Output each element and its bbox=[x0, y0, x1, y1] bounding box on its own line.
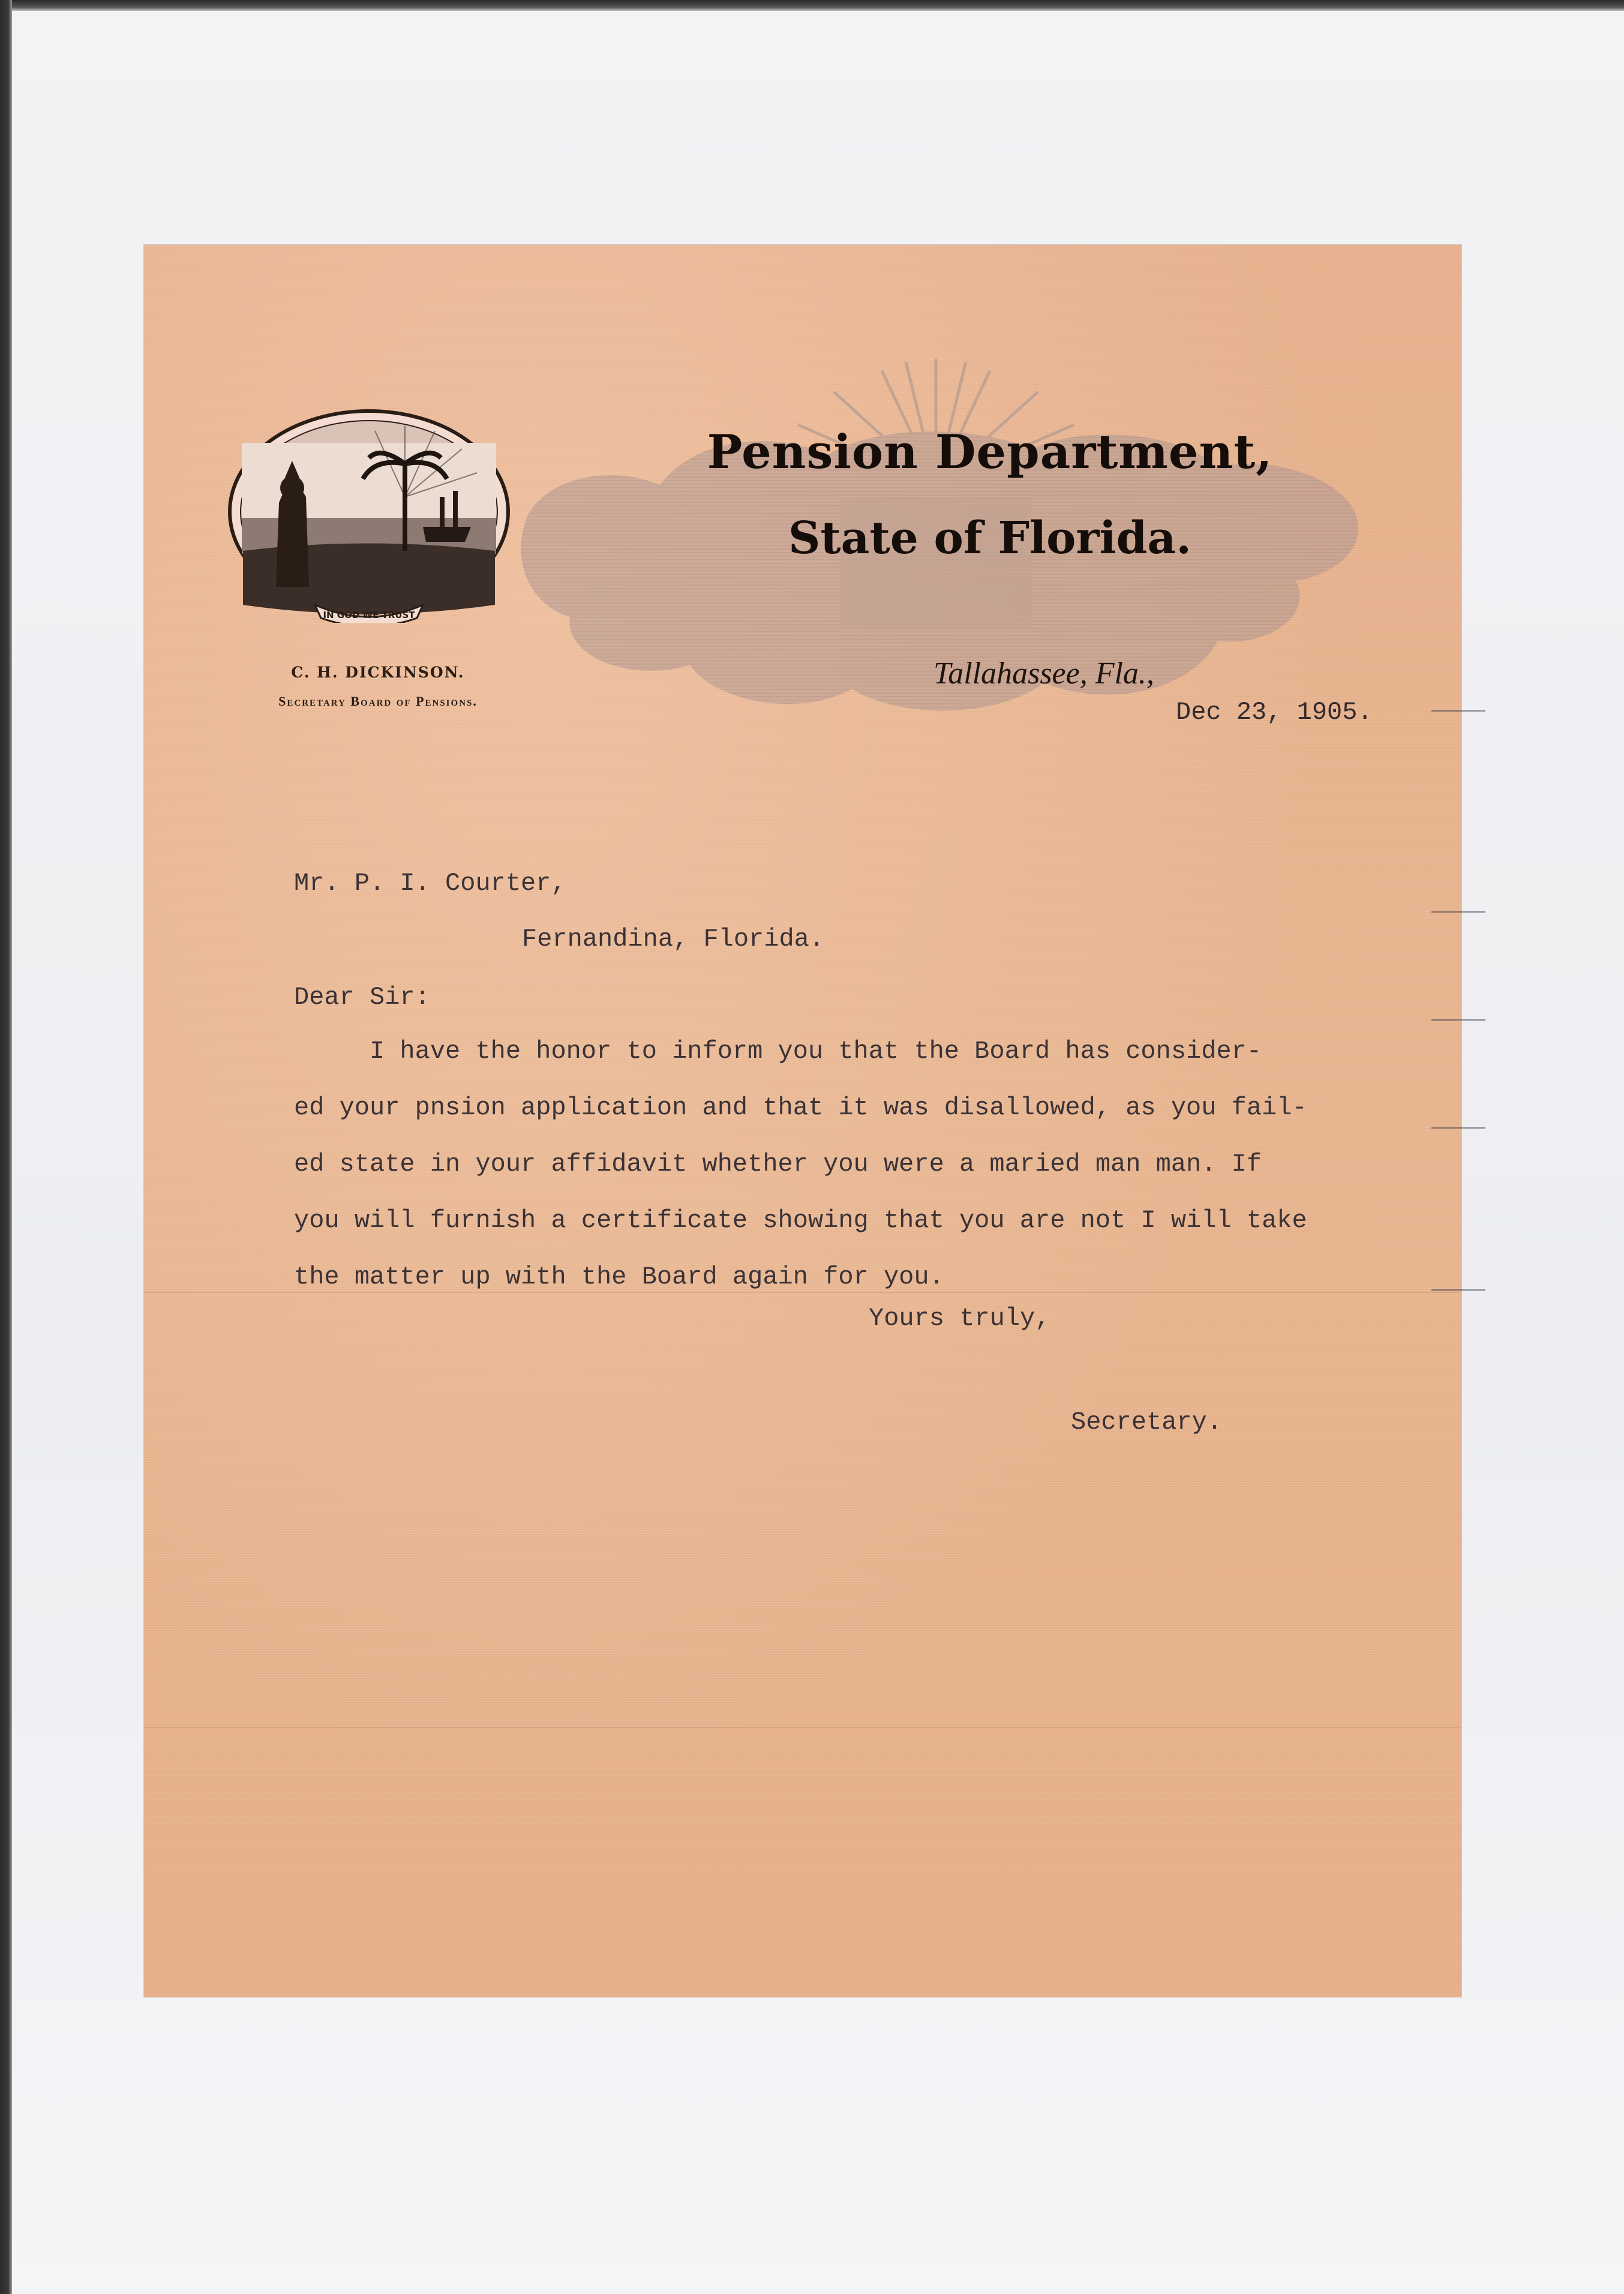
florida-state-seal bbox=[225, 407, 513, 623]
body-line: you will furnish a certificate showing that you are not I will take bbox=[294, 1206, 1307, 1235]
seal-motto: IN GOD WE TRUST bbox=[323, 610, 415, 620]
margin-tick bbox=[1431, 710, 1485, 712]
department-heading: Pension Department, bbox=[707, 425, 1273, 479]
letter-sheet bbox=[144, 245, 1461, 1997]
body-line: the matter up with the Board again for you. bbox=[294, 1263, 944, 1291]
body-line: ed state in your affidavit whether you were a maried man man. If bbox=[294, 1150, 1262, 1179]
salutation: Dear Sir: bbox=[294, 983, 430, 1012]
scan-top-edge bbox=[0, 0, 1624, 11]
body-line: ed your pnsion application and that it was disallowed, as you fail- bbox=[294, 1093, 1307, 1122]
place-line: Tallahassee, Fla., bbox=[933, 656, 1154, 691]
addressee: Mr. P. I. Courter, bbox=[294, 869, 566, 898]
margin-tick bbox=[1431, 1019, 1485, 1021]
letter-date: Dec 23, 1905. bbox=[1176, 698, 1373, 727]
sender-name: C. H. DICKINSON. bbox=[291, 664, 465, 681]
margin-tick bbox=[1431, 1127, 1485, 1129]
addressee-location: Fernandina, Florida. bbox=[522, 925, 825, 953]
fold-crease bbox=[144, 1292, 1461, 1293]
signature-line: Secretary. bbox=[1071, 1408, 1223, 1437]
body-line: I have the honor to inform you that the Board has consider- bbox=[294, 1037, 1262, 1066]
letter-body bbox=[294, 1037, 1307, 1291]
margin-tick bbox=[1431, 1289, 1485, 1291]
margin-tick bbox=[1431, 911, 1485, 913]
sender-title: Secretary Board of Pensions. bbox=[278, 694, 478, 709]
scan-left-edge bbox=[0, 0, 12, 2294]
fold-crease bbox=[144, 1727, 1461, 1728]
closing: Yours truly, bbox=[869, 1304, 1050, 1333]
state-heading: State of Florida. bbox=[788, 512, 1192, 564]
